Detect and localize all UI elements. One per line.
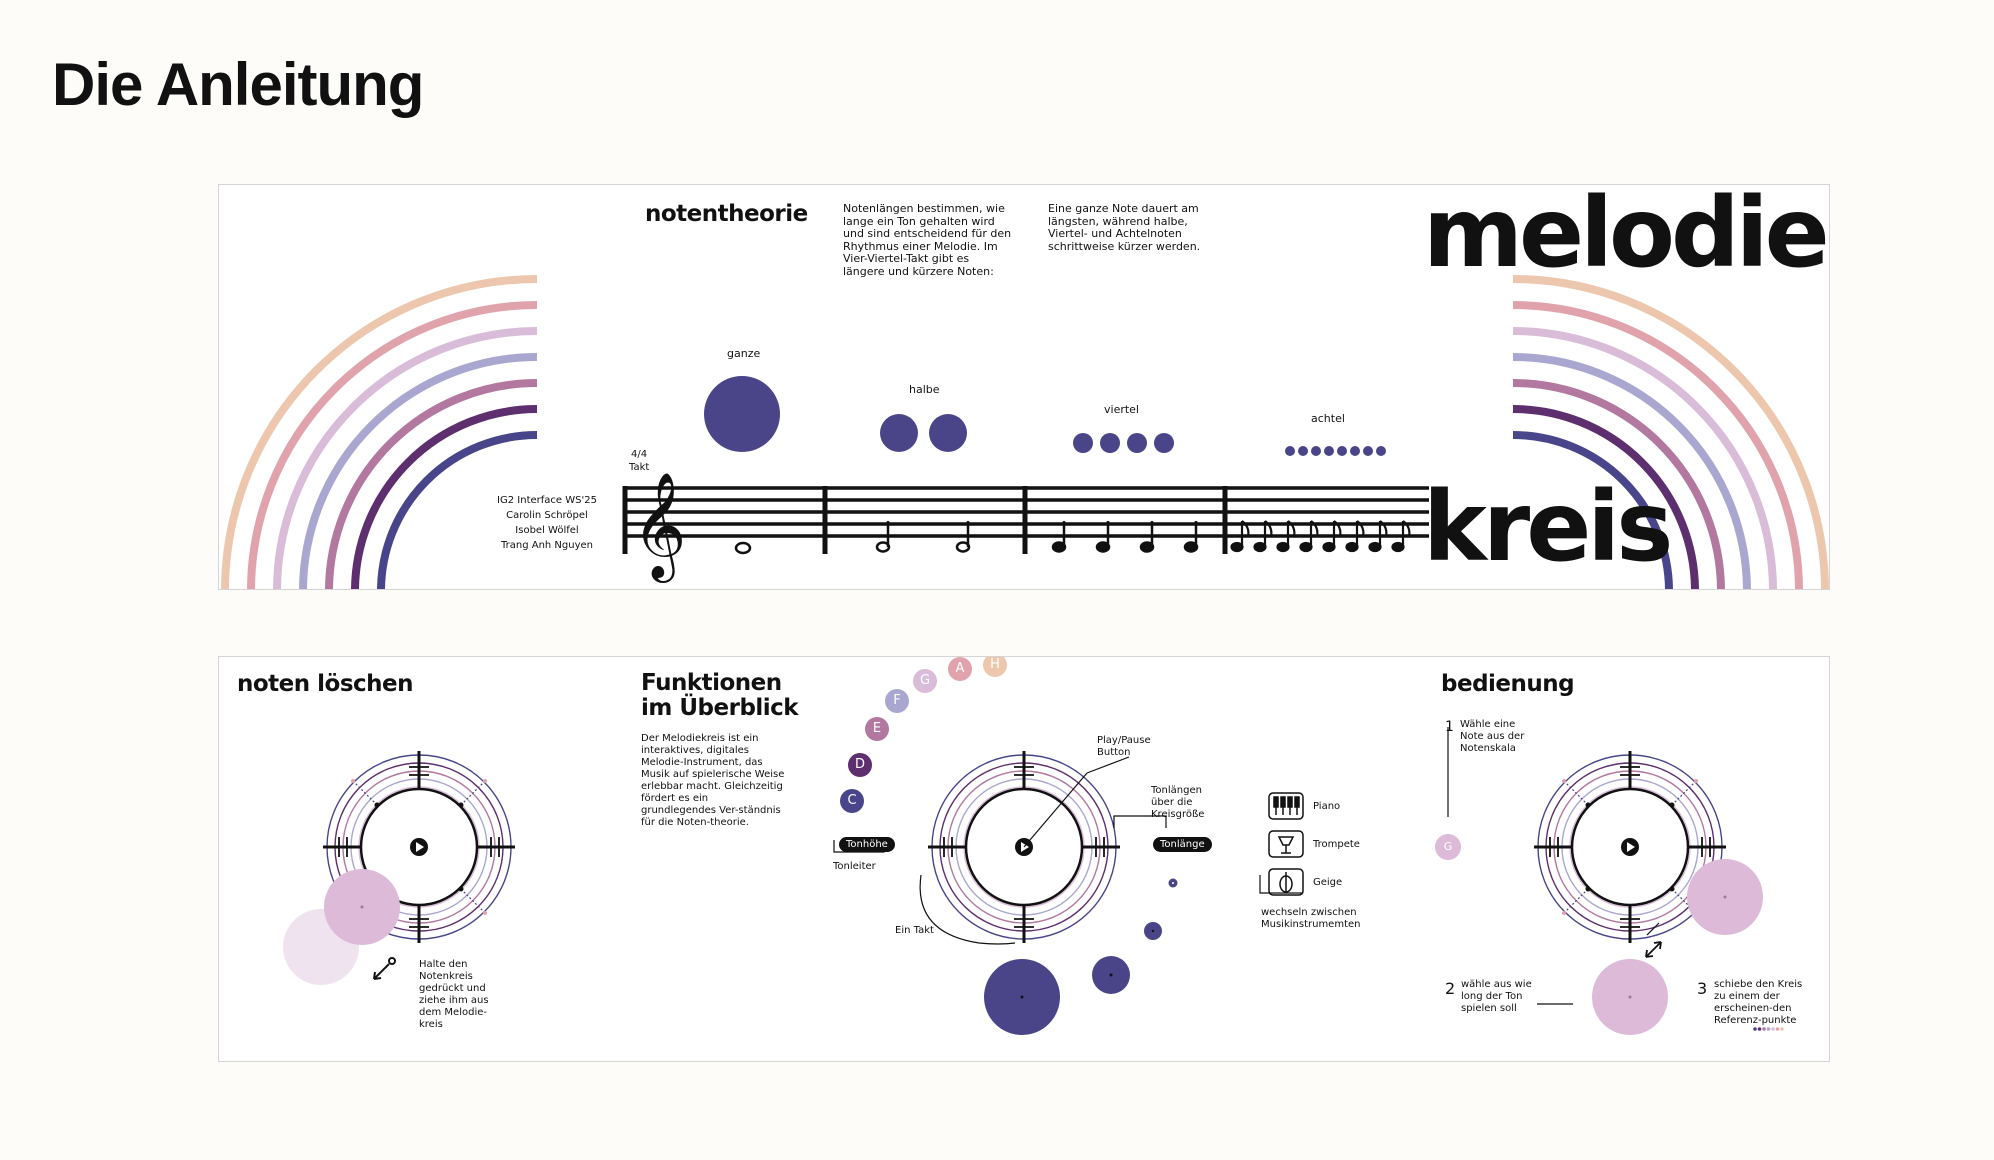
scale-note-d[interactable]: D (848, 753, 872, 777)
whole-note-label: ganze (727, 347, 761, 360)
scale-label: Tonleiter (833, 861, 876, 872)
play-pause-label: Play/Pause Button (1097, 735, 1151, 758)
step3-text: schiebe den Kreis zu einem der erscheinen-den Referenz-punkte (1714, 979, 1803, 1026)
credits-author: Isobel Wölfel (515, 525, 579, 536)
scale-note-e[interactable]: E (865, 717, 889, 741)
half-note-label: halbe (909, 383, 940, 396)
delete-instruction: Halte den Notenkreis gedrückt und ziehe ihm aus dem Melodie-kreis (419, 959, 489, 1030)
notentheorie-panel (218, 184, 1830, 590)
reference-dots (1753, 1027, 1784, 1031)
whole-note-circle (704, 376, 780, 452)
instrument-trumpet-label: Trompete (1313, 839, 1360, 850)
notentheorie-intro: Notenlängen bestimmen, wie lange ein Ton gehalten wird und sind entscheidend für den Rhythmus einer Melodie. Im Vier-Viertel-Takt gibt es längere und kürzere Noten: (843, 202, 1012, 278)
violin-icon (1269, 869, 1303, 895)
trumpet-icon (1269, 831, 1303, 857)
drag-arrow-icon (374, 958, 395, 979)
brand-word-kreis: kreis (1423, 471, 1670, 583)
instrument-piano-label: Piano (1313, 801, 1341, 812)
step2-number: 2 (1445, 979, 1456, 998)
credits-author: Trang Anh Nguyen (500, 540, 593, 551)
measure-label: Ein Takt (895, 925, 934, 936)
overview-description: Der Melodiekreis ist ein interaktives, digitales Melodie-Instrument, das Musik auf spielerische Weise erlebbar macht. Gleichzeitig fördert es ein grundlegendes Ver-ständnis für die Noten-theorie. (641, 733, 785, 828)
credits-author: Carolin Schröpel (506, 510, 588, 521)
pitch-pill: Tonhöhe (839, 837, 895, 852)
overview-heading: Funktionen im Überblick (641, 670, 799, 721)
notentheorie-intro-2: Eine ganze Note dauert am längsten, während halbe, Viertel- und Achtelnoten schrittweise kürzer werden. (1048, 202, 1201, 253)
time-signature: 4/4 (631, 449, 648, 460)
scale-note-f[interactable]: F (885, 689, 909, 713)
instrument-switch-label: wechseln zwischen Musikinstrumemten (1261, 907, 1361, 930)
credits (477, 493, 617, 553)
scale-note-c[interactable]: C (840, 789, 864, 813)
step1-note-letter[interactable]: G (1443, 840, 1453, 853)
brand-word-melodie: melodie (1423, 184, 1826, 289)
half-note-circle (929, 414, 967, 452)
quarter-note-label: viertel (1104, 403, 1139, 416)
time-signature-label: Takt (629, 462, 650, 473)
scale-note-g[interactable]: G (913, 669, 937, 693)
scale-note-a[interactable]: A (948, 657, 972, 681)
scale-note-h[interactable]: H (983, 656, 1007, 677)
treble-clef: 𝄞 (632, 471, 687, 578)
step3-number: 3 (1697, 979, 1708, 998)
length-annotation: Tonlängen über die Kreisgröße (1151, 785, 1205, 820)
step1-text: Wähle eine Note aus der Notenskala (1460, 719, 1525, 754)
scale-arrow-icon (1646, 942, 1661, 957)
piano-icon (1269, 793, 1303, 819)
credits-course: IG2 Interface WS'25 (497, 495, 597, 506)
page-title: Die Anleitung (52, 51, 424, 118)
length-pill: Tonlänge (1153, 837, 1212, 852)
anleitung-panel (218, 656, 1830, 1062)
rainbow-arc (303, 357, 537, 590)
eighth-note-label: achtel (1311, 412, 1345, 425)
instrument-violin-label: Geige (1313, 877, 1343, 888)
half-note-circle (880, 414, 918, 452)
controls-heading: bedienung (1441, 671, 1575, 697)
step2-text: wähle aus wie long der Ton spielen soll (1461, 979, 1532, 1014)
delete-heading: noten löschen (237, 671, 414, 697)
notentheorie-heading: notentheorie (645, 201, 808, 227)
step1-number: 1 (1445, 719, 1454, 735)
